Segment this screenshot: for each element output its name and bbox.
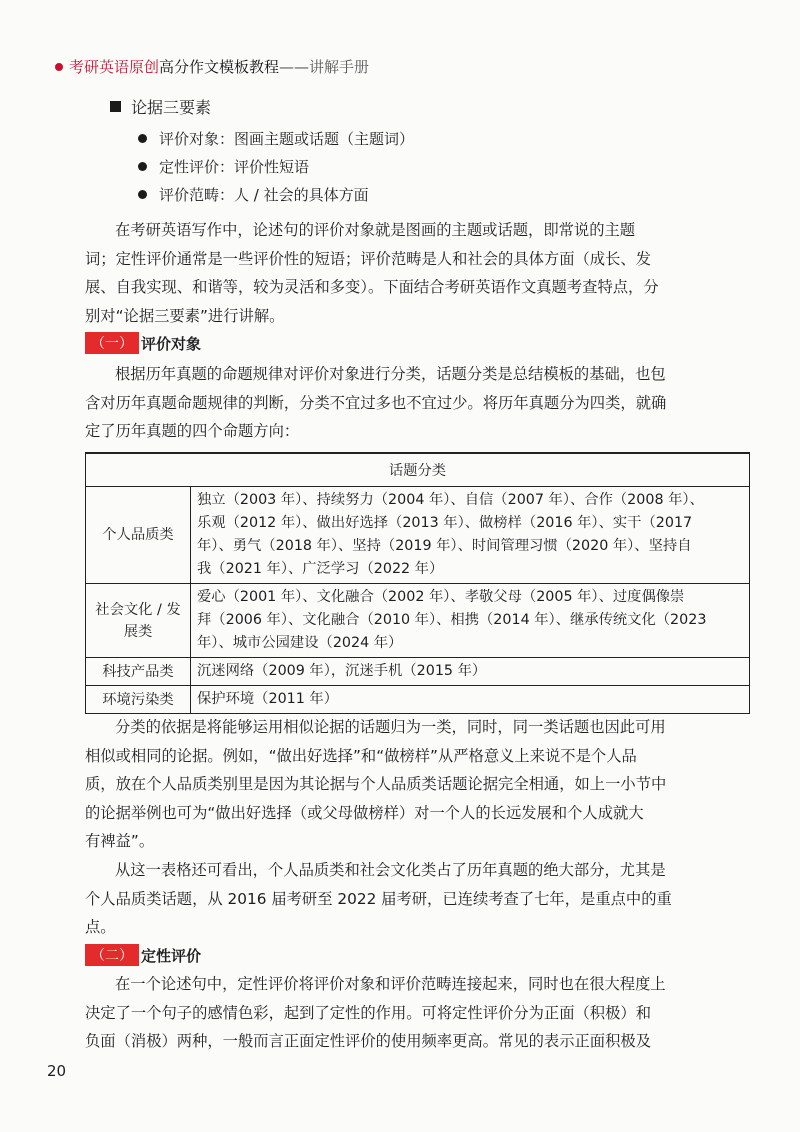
table-items: 沉迷网络（2009 年），沉迷手机（2015 年）: [191, 658, 750, 686]
table-category: 社会文化 / 发 展类: [86, 584, 191, 658]
table-header: 话题分类: [86, 453, 750, 487]
intro-paragraph: 在考研英语写作中，论述句的评价对象就是图画的主题或话题，即常说的主题 词；定性评价通常是一些评价性的短语；评价范畴是人和社会的具体方面（成长、发 展、自我实现、和谐等，较为灵活和多变）。下面结合考研英语作文真题考查特点，分 别对“论据三要素”进行讲解。: [85, 221, 659, 325]
bullet-icon: [138, 162, 147, 171]
section-heading: [110, 95, 211, 118]
list-item: 评价范畴：人 / 社会的具体方面: [138, 180, 414, 208]
bullet-list: [138, 124, 414, 208]
subsection-label: （一）: [85, 332, 139, 354]
table-header-row: [86, 453, 750, 487]
paragraph-2: 分类的依据是将能够运用相似论据的话题归为一类，同时，同一类话题也因此可用 相似或相同的论据。例如，“做出好选择”和“做榜样”从严格意义上来说不是个人品 质，放在个人品质类别里是因为其论据与个人品质类话题论据完全相通，如上一小节中 的论据举例也可为“做出好选择（或父母做榜样）对一个人的长远发展和个人成就大 有裨益”。: [85, 718, 667, 850]
subsection-label: （二）: [85, 944, 139, 966]
part2-paragraph: 在一个论述句中，定性评价将评价对象和评价范畴连接起来，同时也在很大程度上 决定了一个句子的感情色彩，起到了定性的作用。可将定性评价分为正面（积极）和 负面（消极）两种，一般而言正面定性评价的使用频率更高。常见的表示正面积极及: [85, 975, 666, 1050]
table-category: 个人品质类: [86, 487, 191, 584]
subsection-heading-1: [85, 332, 201, 354]
table-row: [86, 658, 750, 686]
table-row: [86, 584, 750, 658]
paragraph-3: 从这一表格还可看出，个人品质类和社会文化类占了历年真题的绝大部分，尤其是 个人品质类话题，从 2016 届考研至 2022 届考研，已连续考查了七年，是重点中的重 点。: [85, 861, 672, 936]
bullet-icon: [138, 134, 147, 143]
table-row: [86, 487, 750, 584]
header-highlight: 考研英语原创: [69, 58, 160, 76]
topic-table: [85, 452, 750, 714]
section-title: 论据三要素: [131, 98, 212, 117]
subsection-heading-2: [85, 944, 201, 966]
table-row: [86, 686, 750, 714]
list-item: 评价对象：图画主题或话题（主题词）: [138, 124, 414, 152]
part1-paragraph: 根据历年真题的命题规律对评价对象进行分类，话题分类是总结模板的基础，也包 含对历年真题命题规律的判断，分类不宜过多也不宜过少。将历年真题分为四类，就确 定了历年真题的四个命题方向：: [85, 365, 667, 440]
list-item: 定性评价：评价性短语: [138, 152, 414, 180]
table-items: 保护环境（2011 年）: [191, 686, 750, 714]
table-category: 科技产品类: [86, 658, 191, 686]
header-subtitle: ——讲解手册: [279, 58, 370, 76]
table-items: 独立（2003 年）、持续努力（2004 年）、自信（2007 年）、合作（2008 年）、 乐观（2012 年）、做出好选择（2013 年）、做榜样（2016 年）、实干（2017 年）、勇气（2018 年）、坚持（2019 年）、时间管理习惯（2020 年）、坚持自 我（2021 年）、广泛学习（2022 年）: [191, 487, 750, 584]
running-header: [55, 56, 369, 77]
subsection-title: 评价对象: [141, 334, 202, 353]
table-category: 环境污染类: [86, 686, 191, 714]
page-number: 20: [47, 1062, 67, 1080]
table-items: 爱心（2001 年）、文化融合（2002 年）、孝敬父母（2005 年）、过度偶像崇 拜（2006 年）、文化融合（2010 年）、相携（2014 年）、继承传统文化（2023 年）、城市公园建设（2024 年）: [191, 584, 750, 658]
bullet-icon: [138, 190, 147, 199]
subsection-title: 定性评价: [141, 946, 202, 965]
header-dot-icon: [55, 63, 63, 71]
header-title: 高分作文模板教程: [159, 58, 280, 76]
square-bullet-icon: [110, 101, 121, 112]
